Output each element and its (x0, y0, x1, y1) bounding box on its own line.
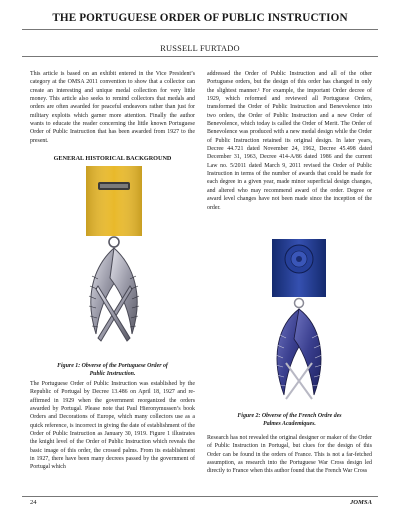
figure-2-caption-line-1: Figure 2: Obverse of the French Ordre des (237, 413, 342, 419)
research-paragraph: Research has not revealed the original designer or maker of the Order of Public Instruction in Portugal, but clues for the design of this Order can be found in the orders of France. This is not a far-fetched assumption, as research into the Portuguese War Cross design led directly to France when this author found that the French War Cross (207, 435, 372, 475)
figure-2-caption (222, 412, 357, 429)
figure-1-caption-line-2: Public Instruction. (89, 371, 136, 378)
article-author: RUSSELL FURTADO (160, 44, 240, 53)
footer-divider (22, 496, 378, 497)
figure-2-medal-image (250, 239, 348, 407)
figure-1-caption (30, 362, 195, 379)
page-number: 24 (30, 499, 37, 506)
figure-1-medal-image (58, 166, 170, 356)
intro-paragraph: This article is based on an exhibit entered in the Vice President’s category at the OMSA 2011 convention to show that a collector can create an interesting and unique medal collection for very little money. This article also seeks to remind collectors that medals and orders are often awarded for peaceful endeavors rather than just for military exploits which garner more attention. Finally the author wants to educate the reader concerning the little known Portuguese Order of Public Instruction that has been awarded from 1927 to the present. (30, 71, 195, 144)
section-heading: GENERAL HISTORICAL BACKGROUND (53, 155, 172, 162)
figure-1-caption-line-1: Figure 1: Obverse of the Portuguese Order of (57, 363, 168, 369)
figure-2-caption-line-2: Palmes Academiques. (263, 421, 316, 428)
title-divider (22, 29, 378, 30)
right-column-paragraph: addressed the Order of Public Instruction and all of the other Portuguese orders, but the design of this order has changed in only the slightest manner.¹ For example, the important Order decree of 1929, which reformed and reviewed all Portuguese Orders, transformed the Order of Public Instruction and Benevolence into two orders, the Order of Public Instruction and a new Order of Benevolence, which today is called the Order of Merit. The Order of Benevolence was produced with a new medal design while the Order of Public Instruction retained its original design. In later years, Decree 44.721 dated November 24, 1962, Decree 45.498 dated December 31, 1963, Decree 414-A/86 dated 1986 and the current Law no. 5/2011 dated March 9, 2011 revised the Order of Public Instruction in terms of the number of awards that could be made for each degree in a given year, made minor superficial design changes, and altered who may recommend award of the order. Degree or award level changes have not been made since the inception of the order. (207, 71, 372, 211)
article-title: THE PORTUGUESE ORDER OF PUBLIC INSTRUCTION (52, 12, 348, 24)
journal-name: JOMSA (350, 499, 372, 506)
crossed-stems (286, 363, 312, 399)
author-divider (22, 56, 378, 57)
history-paragraph: The Portuguese Order of Public Instruction was established by the Republic of Portugal by Decree 13.486 on April 18, 1927 and re-affirmed in 1929 when the government reorganized the orders awarded by Portugal. Please note that Paul Hieronymussen’s book Orders and Decorations of Europe, which many collectors use as a quick reference, is incorrect in giving the date of establishment of the Order of Public Instruction as January 30, 1919. Figure 1 illustrates the knight level of the Order of Public Instruction which reveals the basic image of this order, the crossed palms. From its establishment in 1927, there have been many decrees passed by the government of Portugal which (30, 381, 195, 471)
